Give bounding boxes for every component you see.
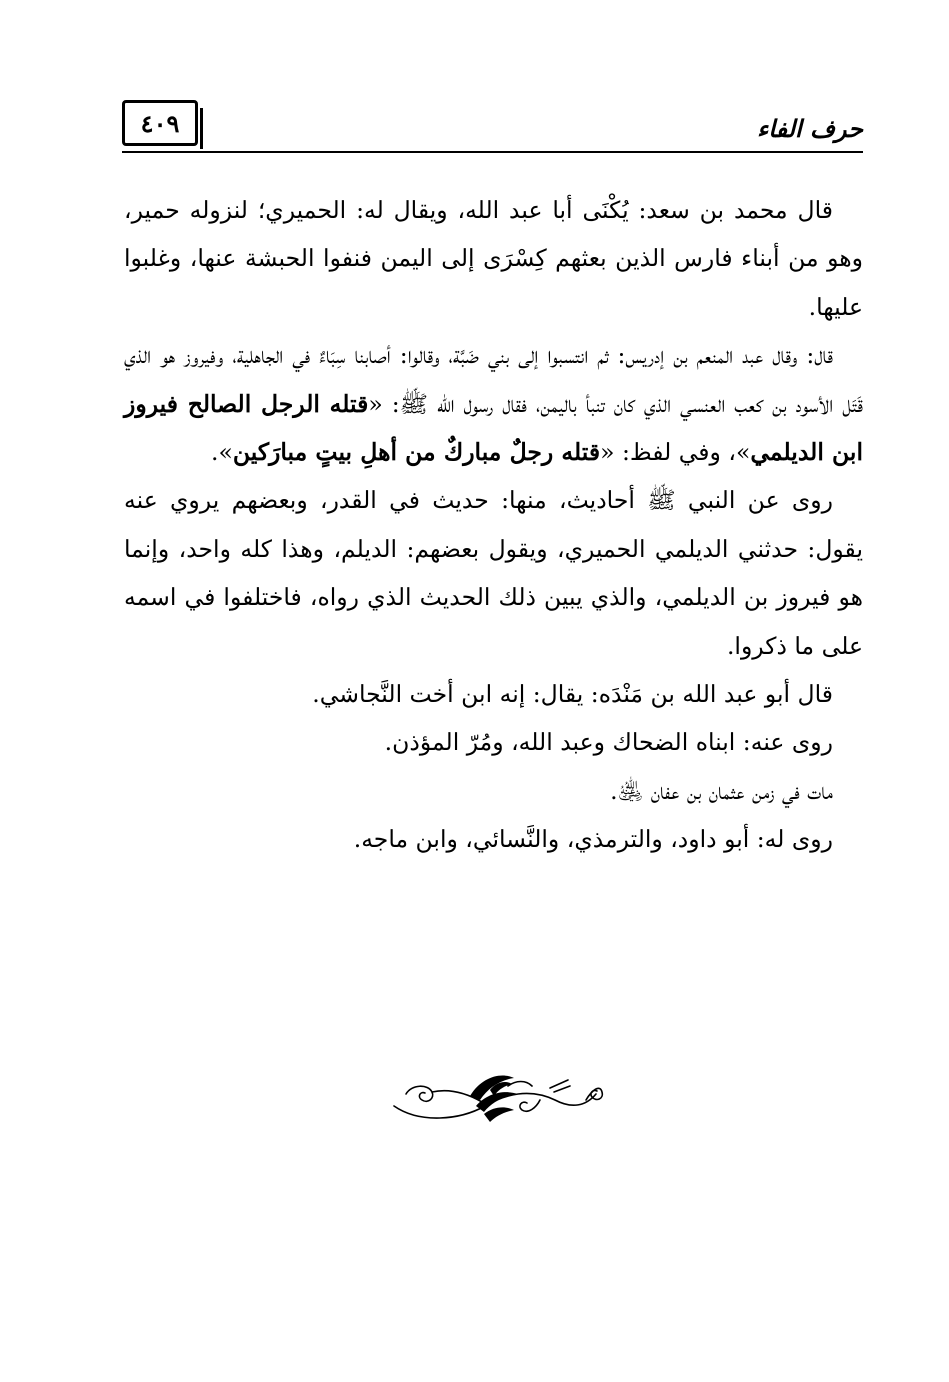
page-header bbox=[122, 100, 863, 154]
paragraph-ibn-saad: قال محمد بن سعد: يُكْنَى أبا عبد الله، ويقال له: الحميري؛ لنزوله حمير، وهو من أبناء فارس الذين بعثهم كِسْرَى إلى اليمن فنفوا الحبشة عنها، وغلبوا عليها. bbox=[124, 196, 863, 321]
paragraph-abd-al-munim bbox=[124, 331, 863, 476]
paragraph-ibn-mandah: قال أبو عبد الله بن مَنْدَه: يقال: إنه ابن أخت النَّجاشي. bbox=[312, 680, 833, 709]
running-title: حرف الفاء bbox=[756, 114, 863, 143]
header-rule bbox=[122, 151, 863, 153]
page-number-box bbox=[122, 100, 198, 146]
paragraph-death: مات في زمن عثمان بن عفان ﵁. bbox=[610, 776, 833, 805]
paragraph-narrators: روى عنه: ابناه الضحاك وعبد الله، ومُرّ المؤذن. bbox=[384, 728, 833, 757]
page-number: ٤٠٩ bbox=[140, 108, 180, 138]
body-text bbox=[124, 186, 863, 864]
paragraph-text: قال: وقال عبد المنعم بن إدريس: ثم انتسبوا إلى بني ضَبَّة، وقالوا: أصابنا سِبَاءٌ في الجاهلية، وفيروز هو الذي قَتَل الأسود بن كعب العنسي الذي كان تنبأ باليمن، فقال رسول الله ﷺ: « bbox=[124, 341, 863, 418]
floral-flourish-icon bbox=[390, 1066, 606, 1130]
paragraph-text: ». bbox=[210, 438, 233, 467]
paragraph-collections: روى له: أبو داود، والترمذي، والنَّسائي، وابن ماجه. bbox=[353, 825, 833, 854]
paragraph-text: »، وفي لفظ: « bbox=[600, 438, 751, 467]
hadith-quote-2: قتله رجلٌ مباركٌ من أهلِ بيتٍ مبارَكين bbox=[232, 438, 601, 467]
paragraph-narrations: روى عن النبي ﷺ أحاديث، منها: حديث في القدر، وبعضهم يروي عنه يقول: حدثني الديلمي الحميري، ويقول بعضهم: الديلم، وهذا كله واحد، وإنما هو فيروز بن الديلمي، والذي يبين ذلك الحديث الذي رواه، فاختلفوا في اسمه على ما ذكروا. bbox=[124, 486, 863, 660]
hadith-quote-1: قتله الرجل الصالح فيروز ابن الديلمي bbox=[124, 389, 863, 467]
